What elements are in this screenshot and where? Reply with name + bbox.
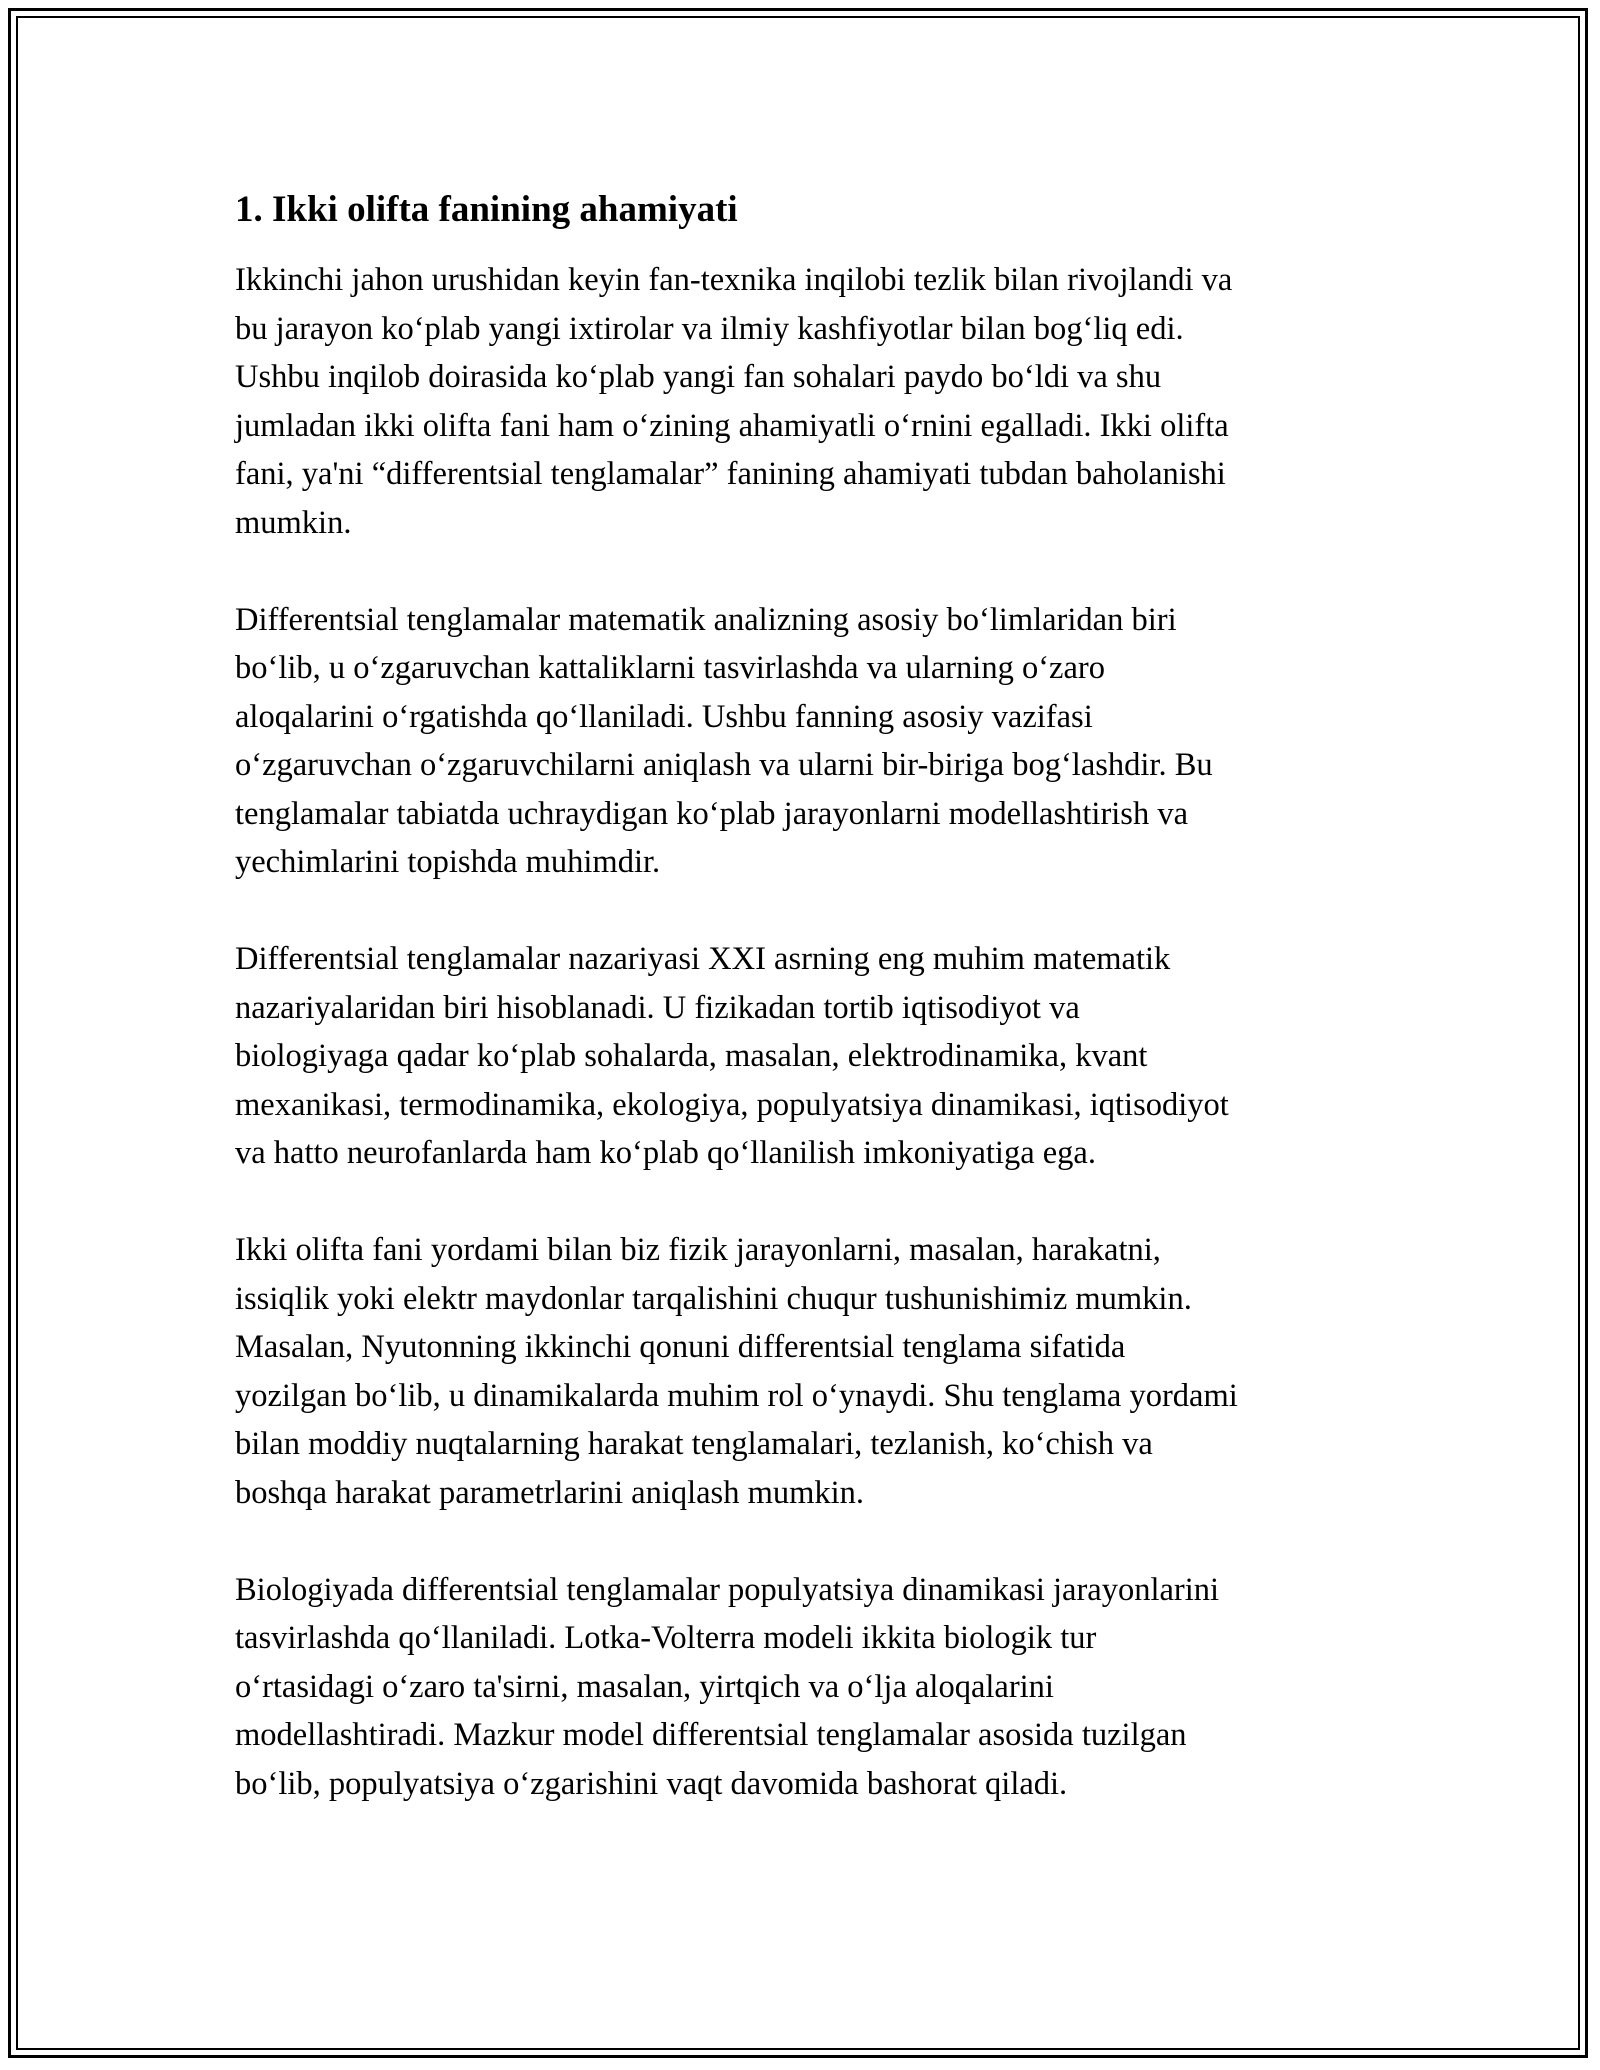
paragraph-line: jumladan ikki olifta fani ham o‘zining ahamiyatli o‘rnini egalladi. Ikki olifta [235,407,1229,444]
paragraph-line: issiqlik yoki elektr maydonlar tarqalishini chuqur tushunishimiz mumkin. [235,1280,1192,1317]
paragraph-line: biologiyaga qadar ko‘plab sohalarda, masalan, elektrodinamika, kvant [235,1038,1148,1074]
paragraph-line: va hatto neurofanlarda ham ko‘plab qo‘llanilish imkoniyatiga ega. [235,1135,1096,1171]
paragraph-line: yechimlarini topishda muhimdir. [235,844,661,880]
paragraph [235,935,1380,1178]
paragraph-line: bilan moddiy nuqtalarning harakat tenglamalari, tezlanish, ko‘chish va [235,1426,1153,1462]
paragraph-line: o‘rtasidagi o‘zaro ta'sirni, masalan, yirtqich va o‘lja aloqalarini [235,1668,1054,1705]
paragraph [235,1566,1380,1809]
paragraph-line: boshqa harakat parametrlarini aniqlash mumkin. [235,1474,865,1511]
paragraph-line: mumkin. [235,504,352,541]
paragraph-line: Ikkinchi jahon urushidan keyin fan-texnika inqilobi tezlik bilan rivojlandi va [235,262,1233,298]
paragraph-line: aloqalarini o‘rgatishda qo‘llaniladi. Ushbu fanning asosiy vazifasi [235,698,1093,735]
paragraph-line: tenglamalar tabiatda uchraydigan ko‘plab jarayonlarni modellashtirish va [235,795,1188,832]
paragraph-line: bo‘lib, u o‘zgaruvchan kattaliklarni tasvirlashda va ularning o‘zaro [235,650,1105,686]
paragraph-line: nazariyalaridan biri hisoblanadi. U fizikadan tortib iqtisodiyot va [235,989,1080,1026]
paragraph-line: tasvirlashda qo‘llaniladi. Lotka-Volterra modeli ikkita biologik tur [235,1620,1097,1656]
paragraph-line: Differentsial tenglamalar matematik analizning asosiy bo‘limlaridan biri [235,601,1177,638]
paragraph-line: modellashtiradi. Mazkur model differentsial tenglamalar asosida tuzilgan [235,1717,1187,1753]
paragraph-line: bu jarayon ko‘plab yangi ixtirolar va ilmiy kashfiyotlar bilan bog‘liq edi. [235,310,1184,347]
paragraph [235,256,1380,547]
paragraph [235,596,1380,887]
paragraph-line: mexanikasi, termodinamika, ekologiya, populyatsiya dinamikasi, iqtisodiyot [235,1086,1229,1123]
paragraph-line: Biologiyada differentsial tenglamalar populyatsiya dinamikasi jarayonlarini [235,1571,1220,1608]
paragraph-list [235,256,1380,1808]
paragraph-line: Masalan, Nyutonning ikkinchi qonuni differentsial tenglama sifatida [235,1329,1126,1365]
paragraph-line: Ikki olifta fani yordami bilan biz fizik jarayonlarni, masalan, harakatni, [235,1232,1161,1268]
paragraph-line: Differentsial tenglamalar nazariyasi XXI asrning eng muhim matematik [235,941,1171,977]
page-title: 1. Ikki olifta fanining ahamiyati [235,189,738,230]
paragraph [235,1226,1380,1517]
paragraph-line: bo‘lib, populyatsiya o‘zgarishini vaqt davomida bashorat qiladi. [235,1765,1068,1802]
paragraph-line: Ushbu inqilob doirasida ko‘plab yangi fan sohalari paydo bo‘ldi va shu [235,359,1162,395]
paragraph-line: yozilgan bo‘lib, u dinamikalarda muhim rol o‘ynaydi. Shu tenglama yordami [235,1377,1238,1414]
paragraph-line: o‘zgaruvchan o‘zgaruvchilarni aniqlash va ularni bir-biriga bog‘lashdir. Bu [235,747,1213,783]
document-body [235,186,1380,1857]
paragraph-line: fani, ya'ni “differentsial tenglamalar” fanining ahamiyati tubdan baholanishi [235,456,1226,492]
